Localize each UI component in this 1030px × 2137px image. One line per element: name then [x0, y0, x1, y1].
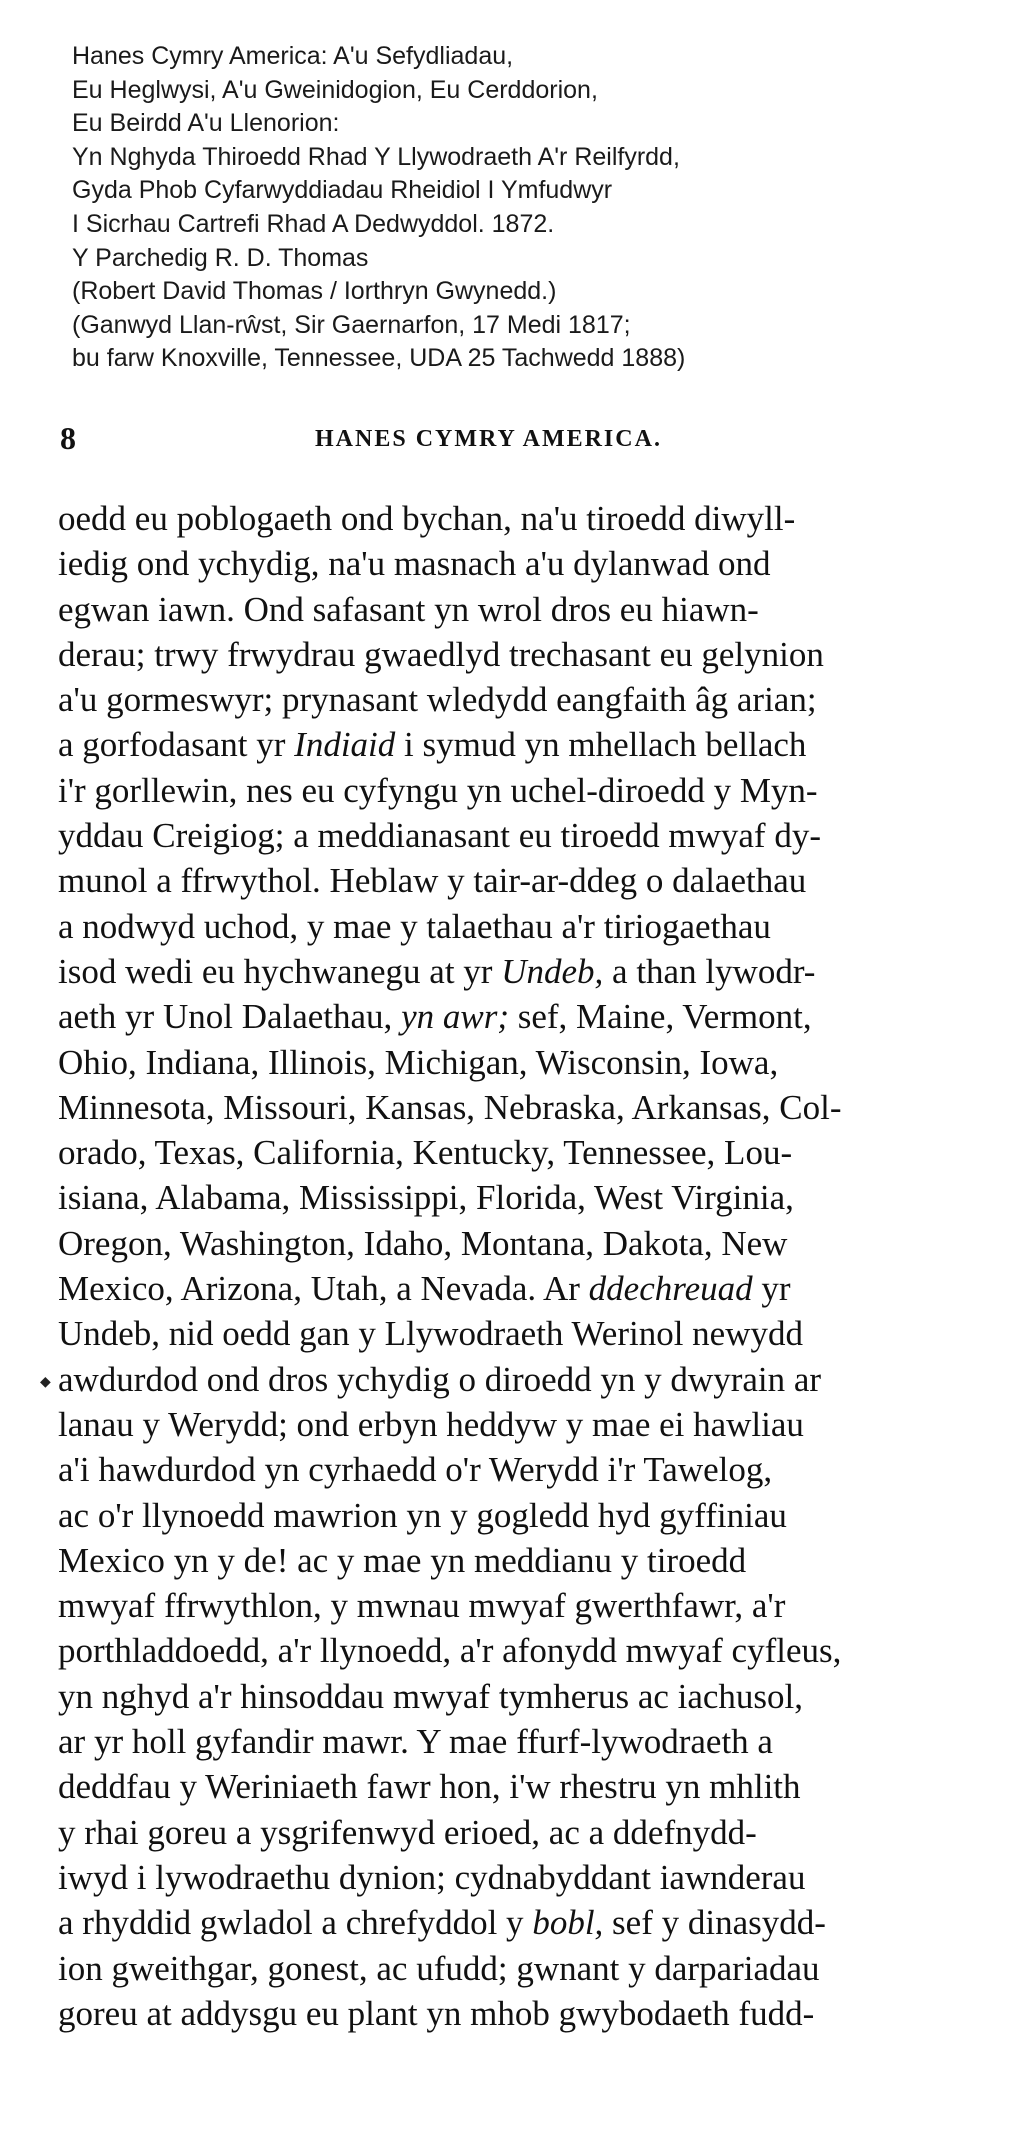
text-line	[58, 949, 1000, 994]
page-header	[60, 420, 960, 460]
italic-text: Indiaid	[294, 725, 396, 765]
text-line	[58, 1764, 1000, 1809]
text-run: sef, Maine, Vermont,	[508, 997, 812, 1037]
citation-line: (Ganwyd Llan-rŵst, Sir Gaernarfon, 17 Medi 1817;	[72, 310, 631, 339]
text-run: i'r gorllewin, nes eu cyfyngu yn uchel-diroedd y Myn-	[58, 770, 818, 810]
italic-text: Undeb,	[501, 951, 604, 991]
text-run: sef y dinasydd-	[603, 1903, 826, 1943]
text-line	[58, 1221, 1000, 1266]
text-line	[58, 1719, 1000, 1764]
text-run: mwyaf ffrwythlon, y mwnau mwyaf gwerthfawr, a'r	[58, 1586, 786, 1626]
text-run: a'u gormeswyr; prynasant wledydd eangfaith âg arian;	[58, 680, 817, 720]
text-run: awdurdod ond dros ychydig o diroedd yn y dwyrain ar	[58, 1359, 822, 1399]
text-line	[58, 1175, 1000, 1220]
text-run: lanau y Werydd; ond erbyn heddyw y mae ei hawliau	[58, 1404, 804, 1444]
text-line	[58, 904, 1000, 949]
text-run: goreu at addysgu eu plant yn mhob gwybodaeth fudd-	[58, 1993, 815, 2033]
text-run: munol a ffrwythol. Heblaw y tair-ar-ddeg o dalaethau	[58, 861, 807, 901]
text-line	[58, 496, 1000, 541]
text-run: Ohio, Indiana, Illinois, Michigan, Wisconsin, Iowa,	[58, 1042, 779, 1082]
text-line	[58, 1357, 1000, 1402]
text-run: ac o'r llynoedd mawrion yn y gogledd hyd gyffiniau	[58, 1495, 787, 1535]
text-line	[58, 1538, 1000, 1583]
citation-line: Eu Beirdd A'u Llenorion:	[72, 109, 340, 138]
text-run: isod wedi eu hychwanegu at yr	[58, 951, 502, 991]
text-run: aeth yr Unol Dalaethau,	[58, 997, 402, 1037]
citation-line: Eu Heglwysi, A'u Gweinidogion, Eu Cerddorion,	[72, 75, 598, 104]
text-line	[58, 1040, 1000, 1085]
text-line	[58, 1447, 1000, 1492]
text-run: egwan iawn. Ond safasant yn wrol dros eu hiawn-	[58, 589, 759, 629]
italic-text: ddechreuad	[588, 1269, 753, 1309]
text-run: i symud yn mhellach bellach	[395, 725, 807, 765]
text-line	[58, 1946, 1000, 1991]
text-line	[58, 813, 1000, 858]
text-line	[58, 1855, 1000, 1900]
text-run: deddfau y Weriniaeth fawr hon, i'w rhestru yn mhlith	[58, 1767, 801, 1807]
citation-line: I Sicrhau Cartrefi Rhad A Dedwyddol. 1872.	[72, 209, 555, 238]
text-run: a'i hawdurdod yn cyrhaedd o'r Werydd i'r Tawelog,	[58, 1450, 773, 1490]
text-line	[58, 722, 1000, 767]
text-run: a than lywodr-	[603, 951, 816, 991]
text-line	[58, 1810, 1000, 1855]
text-run: iwyd i lywodraethu dynion; cydnabyddant iawnderau	[58, 1857, 806, 1897]
text-run: a rhyddid gwladol a chrefyddol y	[58, 1903, 533, 1943]
text-run: Undeb, nid oedd gan y Llywodraeth Werinol newydd	[58, 1314, 803, 1354]
citation-line: Hanes Cymry America: A'u Sefydliadau,	[72, 42, 514, 70]
text-line	[58, 1266, 1000, 1311]
text-run: Mexico yn y de! ac y mae yn meddianu y tiroedd	[58, 1540, 747, 1580]
text-line	[58, 1402, 1000, 1447]
citation-line: Gyda Phob Cyfarwyddiadau Rheidiol I Ymfudwyr	[72, 176, 613, 205]
text-run: yr	[752, 1269, 791, 1309]
text-run: a nodwyd uchod, y mae y talaethau a'r tiriogaethau	[58, 906, 771, 946]
body-text	[58, 496, 1000, 2036]
page-number: 8	[60, 420, 76, 456]
text-run: iedig ond ychydig, na'u masnach a'u dylanwad ond	[58, 544, 771, 584]
italic-text: yn awr;	[401, 997, 509, 1037]
text-line	[58, 1628, 1000, 1673]
text-line	[58, 768, 1000, 813]
text-run: Oregon, Washington, Idaho, Montana, Dakota, New	[58, 1223, 788, 1263]
text-line	[58, 1493, 1000, 1538]
text-line	[58, 1311, 1000, 1356]
text-line	[58, 1674, 1000, 1719]
text-run: oedd eu poblogaeth ond bychan, na'u tiroedd diwyll-	[58, 499, 796, 538]
text-run: Mexico, Arizona, Utah, a Nevada. Ar	[58, 1269, 589, 1309]
text-run: y rhai goreu a ysgrifenwyd erioed, ac a ddefnydd-	[58, 1812, 757, 1852]
citation-line: Y Parchedig R. D. Thomas	[72, 243, 369, 272]
text-line	[58, 587, 1000, 632]
text-line	[58, 632, 1000, 677]
text-run: derau; trwy frwydrau gwaedlyd trechasant eu gelynion	[58, 634, 824, 674]
citation-line: bu farw Knoxville, Tennessee, UDA 25 Tachwedd 1888)	[72, 344, 686, 373]
text-run: yddau Creigiog; a meddianasant eu tiroedd mwyaf dy-	[58, 816, 821, 856]
text-run: porthladdoedd, a'r llynoedd, a'r afonydd mwyaf cyfleus,	[58, 1631, 842, 1671]
text-run: isiana, Alabama, Mississippi, Florida, West Virginia,	[58, 1178, 794, 1218]
citation-line: Yn Nghyda Thiroedd Rhad Y Llywodraeth A'r Reilfyrdd,	[72, 142, 680, 171]
text-line	[58, 677, 1000, 722]
text-line	[58, 1991, 1000, 2036]
text-run: ion gweithgar, gonest, ac ufudd; gwnant y darpariadau	[58, 1948, 820, 1988]
margin-mark-icon: ◆	[40, 1374, 51, 1390]
text-line	[58, 1583, 1000, 1628]
text-line	[58, 858, 1000, 903]
text-run: a gorfodasant yr	[58, 725, 295, 765]
text-line	[58, 1085, 1000, 1130]
citation-line: (Robert David Thomas / Iorthryn Gwynedd.)	[72, 277, 557, 306]
text-line	[58, 1130, 1000, 1175]
text-run: Minnesota, Missouri, Kansas, Nebraska, Arkansas, Col-	[58, 1087, 842, 1127]
running-title: HANES CYMRY AMERICA.	[315, 426, 662, 452]
text-line	[58, 994, 1000, 1039]
text-line	[58, 541, 1000, 586]
italic-text: bobl,	[532, 1903, 604, 1943]
text-run: orado, Texas, California, Kentucky, Tennessee, Lou-	[58, 1133, 793, 1173]
text-run: yn nghyd a'r hinsoddau mwyaf tymherus ac iachusol,	[58, 1676, 804, 1716]
text-run: ar yr holl gyfandir mawr. Y mae ffurf-lywodraeth a	[58, 1722, 773, 1762]
citation-block	[72, 40, 1002, 376]
text-line	[58, 1900, 1000, 1945]
